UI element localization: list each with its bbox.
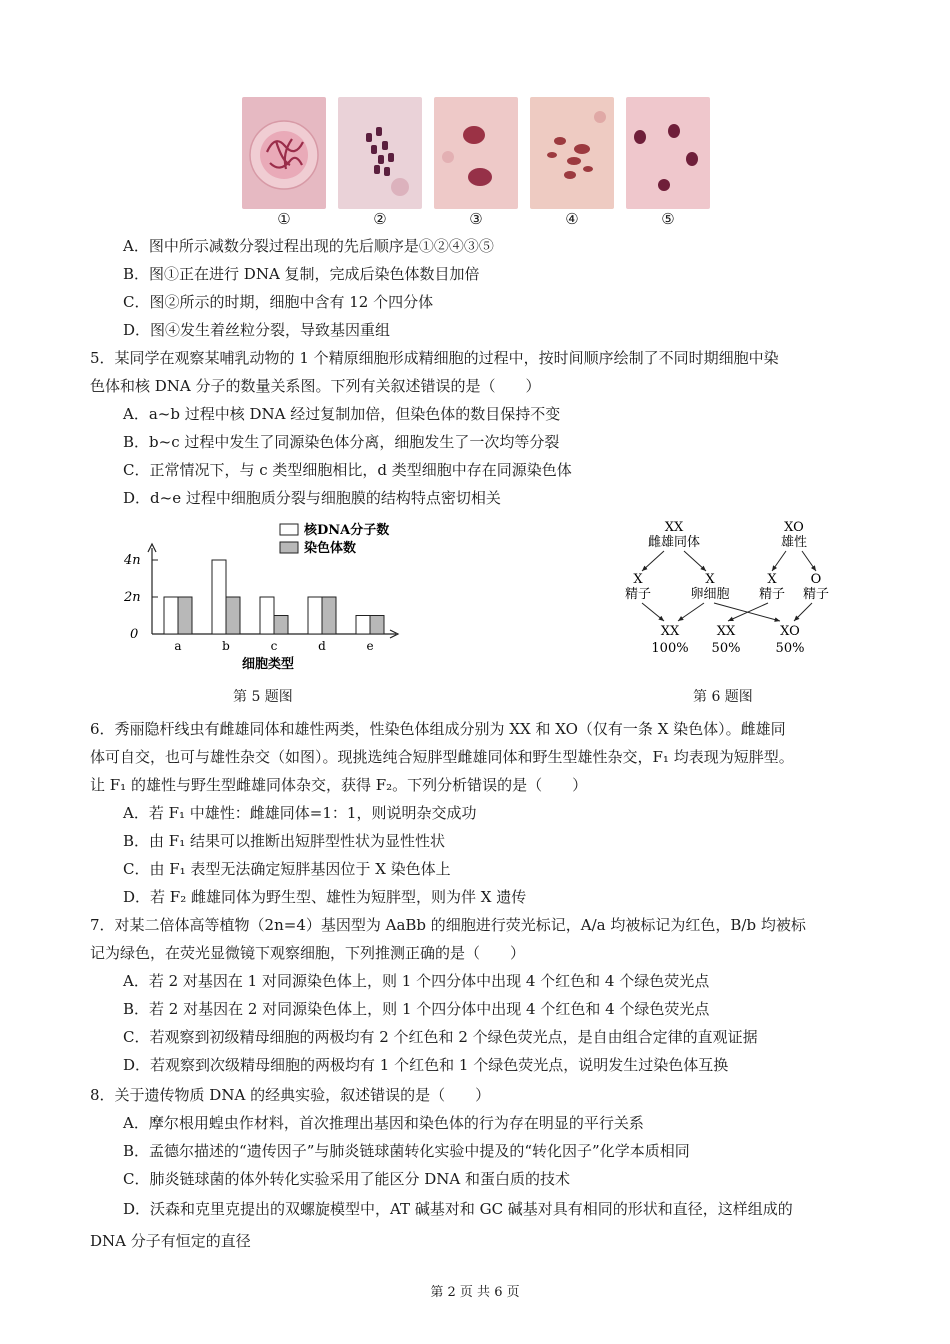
q7-option-d: D．若观察到次级精母细胞的两极均有 1 个红色和 1 个绿色荧光点，说明发生过染色体互换	[123, 1056, 729, 1074]
q5-option-d: D．d~e 过程中细胞质分裂与细胞膜的结构特点密切相关	[123, 489, 501, 507]
bar-d-dna	[308, 597, 322, 634]
legend-label-chromosome: 染色体数	[304, 541, 357, 556]
bar-b-chromosome	[226, 597, 240, 634]
q7-stem-line2: 记为绿色，在荧光显微镜下观察细胞，下列推测正确的是（ ）	[90, 944, 526, 962]
meiosis-micrographs	[242, 97, 712, 232]
q4-option-c: C．图②所示的时期，细胞中含有 12 个四分体	[123, 293, 434, 311]
gamete-4-genotype: O	[810, 572, 822, 587]
legend-swatch-dna	[280, 524, 298, 535]
bar-d-chromosome	[322, 597, 336, 634]
micrograph-4	[530, 97, 614, 209]
offspring-2-genotype: XX	[716, 624, 736, 639]
q5-option-b: B．b~c 过程中发生了同源染色体分离，细胞发生了一次均等分裂	[123, 433, 560, 451]
offspring-2-pct: 50%	[711, 641, 741, 656]
micrograph-3	[434, 97, 518, 209]
gamete-2-label: 卵细胞	[690, 587, 730, 602]
gamete-4-label: 精子	[802, 587, 830, 602]
q6-cross-diagram	[612, 517, 840, 667]
q4-option-a: A．图中所示减数分裂过程出现的先后顺序是①②④③⑤	[123, 237, 494, 255]
micrograph-label-5: ⑤	[661, 210, 675, 228]
q4-option-d: D．图④发生着丝粒分裂，导致基因重组	[123, 321, 391, 339]
q7-option-b: B．若 2 对基因在 2 对同源染色体上，则 1 个四分体中出现 4 个红色和 4 个绿色荧光点	[123, 1000, 710, 1018]
chart-bars	[164, 560, 384, 634]
offspring-3-genotype: XO	[780, 624, 800, 639]
parent1-label: 雌雄同体	[647, 535, 701, 550]
legend-swatch-chromosome	[280, 542, 298, 553]
bar-e-chromosome	[370, 616, 384, 635]
origin-label: 0	[130, 627, 139, 642]
q6-option-b: B．由 F₁ 结果可以推断出短胖型性状为显性性状	[123, 832, 445, 850]
q6-stem-line1: 6．秀丽隐杆线虫有雌雄同体和雄性两类，性染色体组成分别为 XX 和 XO（仅有一条 X 染色体）。雌雄同	[90, 720, 786, 738]
bar-a-chromosome	[178, 597, 192, 634]
chart-legend	[280, 522, 389, 556]
x-tick-label-d: d	[318, 639, 326, 653]
x-axis-title: 细胞类型	[241, 657, 295, 672]
y-tick-label-4n: 4n	[124, 553, 141, 568]
q8-option-a: A．摩尔根用蝗虫作材料，首次推理出基因和染色体的行为存在明显的平行关系	[123, 1114, 644, 1132]
q5-option-c: C．正常情况下，与 c 类型细胞相比，d 类型细胞中存在同源染色体	[123, 461, 572, 479]
micrograph-2	[338, 97, 422, 209]
q6-option-a: A．若 F₁ 中雄性：雌雄同体=1：1，则说明杂交成功	[123, 804, 477, 822]
y-tick-label-2n: 2n	[124, 590, 141, 605]
q4-option-b: B．图①正在进行 DNA 复制，完成后染色体数目加倍	[123, 265, 480, 283]
gamete-3-genotype: X	[767, 572, 777, 587]
q6-stem-line3: 让 F₁ 的雄性与野生型雌雄同体杂交，获得 F₂。下列分析错误的是（ ）	[90, 776, 588, 794]
gamete-3-label: 精子	[758, 587, 786, 602]
q6-stem-line2: 体可自交，也可与雄性杂交（如图）。现挑选纯合短胖型雌雄同体和野生型雄性杂交，F₁ 均表现为短胖型。	[90, 748, 794, 766]
parent2-genotype: XO	[784, 520, 804, 535]
legend-label-dna: 核DNA分子数	[304, 523, 390, 538]
chart-x-labels	[174, 639, 373, 653]
arrow-xsperm-to-xx	[728, 603, 768, 621]
q7-option-c: C．若观察到初级精母细胞的两极均有 2 个红色和 2 个绿色荧光点，是自由组合定律的直观证据	[123, 1028, 758, 1046]
q5-option-a: A．a~b 过程中核 DNA 经过复制加倍，但染色体的数目保持不变	[123, 405, 561, 423]
q5-stem-line1: 5．某同学在观察某哺乳动物的 1 个精原细胞形成精细胞的过程中，按时间顺序绘制了不同时期细胞中染	[90, 349, 779, 367]
q6-option-c: C．由 F₁ 表型无法确定短胖基因位于 X 染色体上	[123, 860, 451, 878]
arrow-p1-sperm	[642, 551, 664, 571]
arrow-p2-sperm-x	[772, 551, 786, 571]
offspring-3-pct: 50%	[775, 641, 805, 656]
q5-stem-line2: 色体和核 DNA 分子的数量关系图。下列有关叙述错误的是（ ）	[90, 377, 541, 395]
arrow-osperm-to-xo	[794, 603, 812, 621]
fig6-caption: 第 6 题图	[693, 689, 753, 705]
q5-bar-chart	[118, 520, 408, 680]
fig5-caption: 第 5 题图	[233, 689, 293, 705]
arrow-egg-to-xx	[678, 603, 704, 621]
micrograph-label-3: ③	[469, 210, 483, 228]
bar-c-chromosome	[274, 616, 288, 635]
arrow-sperm-to-xx	[642, 603, 664, 621]
x-tick-label-e: e	[366, 639, 374, 653]
bar-c-dna	[260, 597, 274, 634]
page-footer: 第 2 页 共 6 页	[430, 1285, 520, 1300]
offspring-1-genotype: XX	[660, 624, 680, 639]
bar-e-dna	[356, 616, 370, 635]
micrograph-label-2: ②	[373, 210, 387, 228]
q7-option-a: A．若 2 对基因在 1 对同源染色体上，则 1 个四分体中出现 4 个红色和 4 个绿色荧光点	[123, 972, 710, 990]
arrow-p1-egg	[684, 551, 706, 571]
micrograph-label-1: ①	[277, 210, 291, 228]
parent1-genotype: XX	[664, 520, 684, 535]
micrograph-1	[242, 97, 326, 209]
q6-option-d: D．若 F₂ 雌雄同体为野生型、雄性为短胖型，则为伴 X 遗传	[123, 888, 527, 906]
x-tick-label-a: a	[174, 639, 182, 653]
bar-b-dna	[212, 560, 226, 634]
q8-option-d-cont: DNA 分子有恒定的直径	[90, 1232, 251, 1250]
gamete-1-label: 精子	[624, 587, 652, 602]
arrow-p2-sperm-o	[802, 551, 816, 571]
q8-option-d: D．沃森和克里克提出的双螺旋模型中，AT 碱基对和 GC 碱基对具有相同的形状和直径，这样组成的	[123, 1200, 793, 1218]
q7-stem-line1: 7．对某二倍体高等植物（2n=4）基因型为 AaBb 的细胞进行荧光标记，A/a 均被标记为红色，B/b 均被标	[90, 916, 806, 934]
gamete-1-genotype: X	[633, 572, 643, 587]
micrograph-5	[626, 97, 710, 209]
q8-option-b: B．孟德尔描述的“遗传因子”与肺炎链球菌转化实验中提及的“转化因子”化学本质相同	[123, 1142, 690, 1160]
micrograph-label-4: ④	[565, 210, 579, 228]
q8-stem: 8．关于遗传物质 DNA 的经典实验，叙述错误的是（ ）	[90, 1086, 491, 1104]
bar-a-dna	[164, 597, 178, 634]
offspring-1-pct: 100%	[651, 641, 689, 656]
gamete-2-genotype: X	[705, 572, 715, 587]
parent2-label: 雄性	[780, 535, 808, 550]
q8-option-c: C．肺炎链球菌的体外转化实验采用了能区分 DNA 和蛋白质的技术	[123, 1170, 570, 1188]
x-tick-label-c: c	[270, 639, 278, 653]
x-tick-label-b: b	[222, 639, 230, 653]
